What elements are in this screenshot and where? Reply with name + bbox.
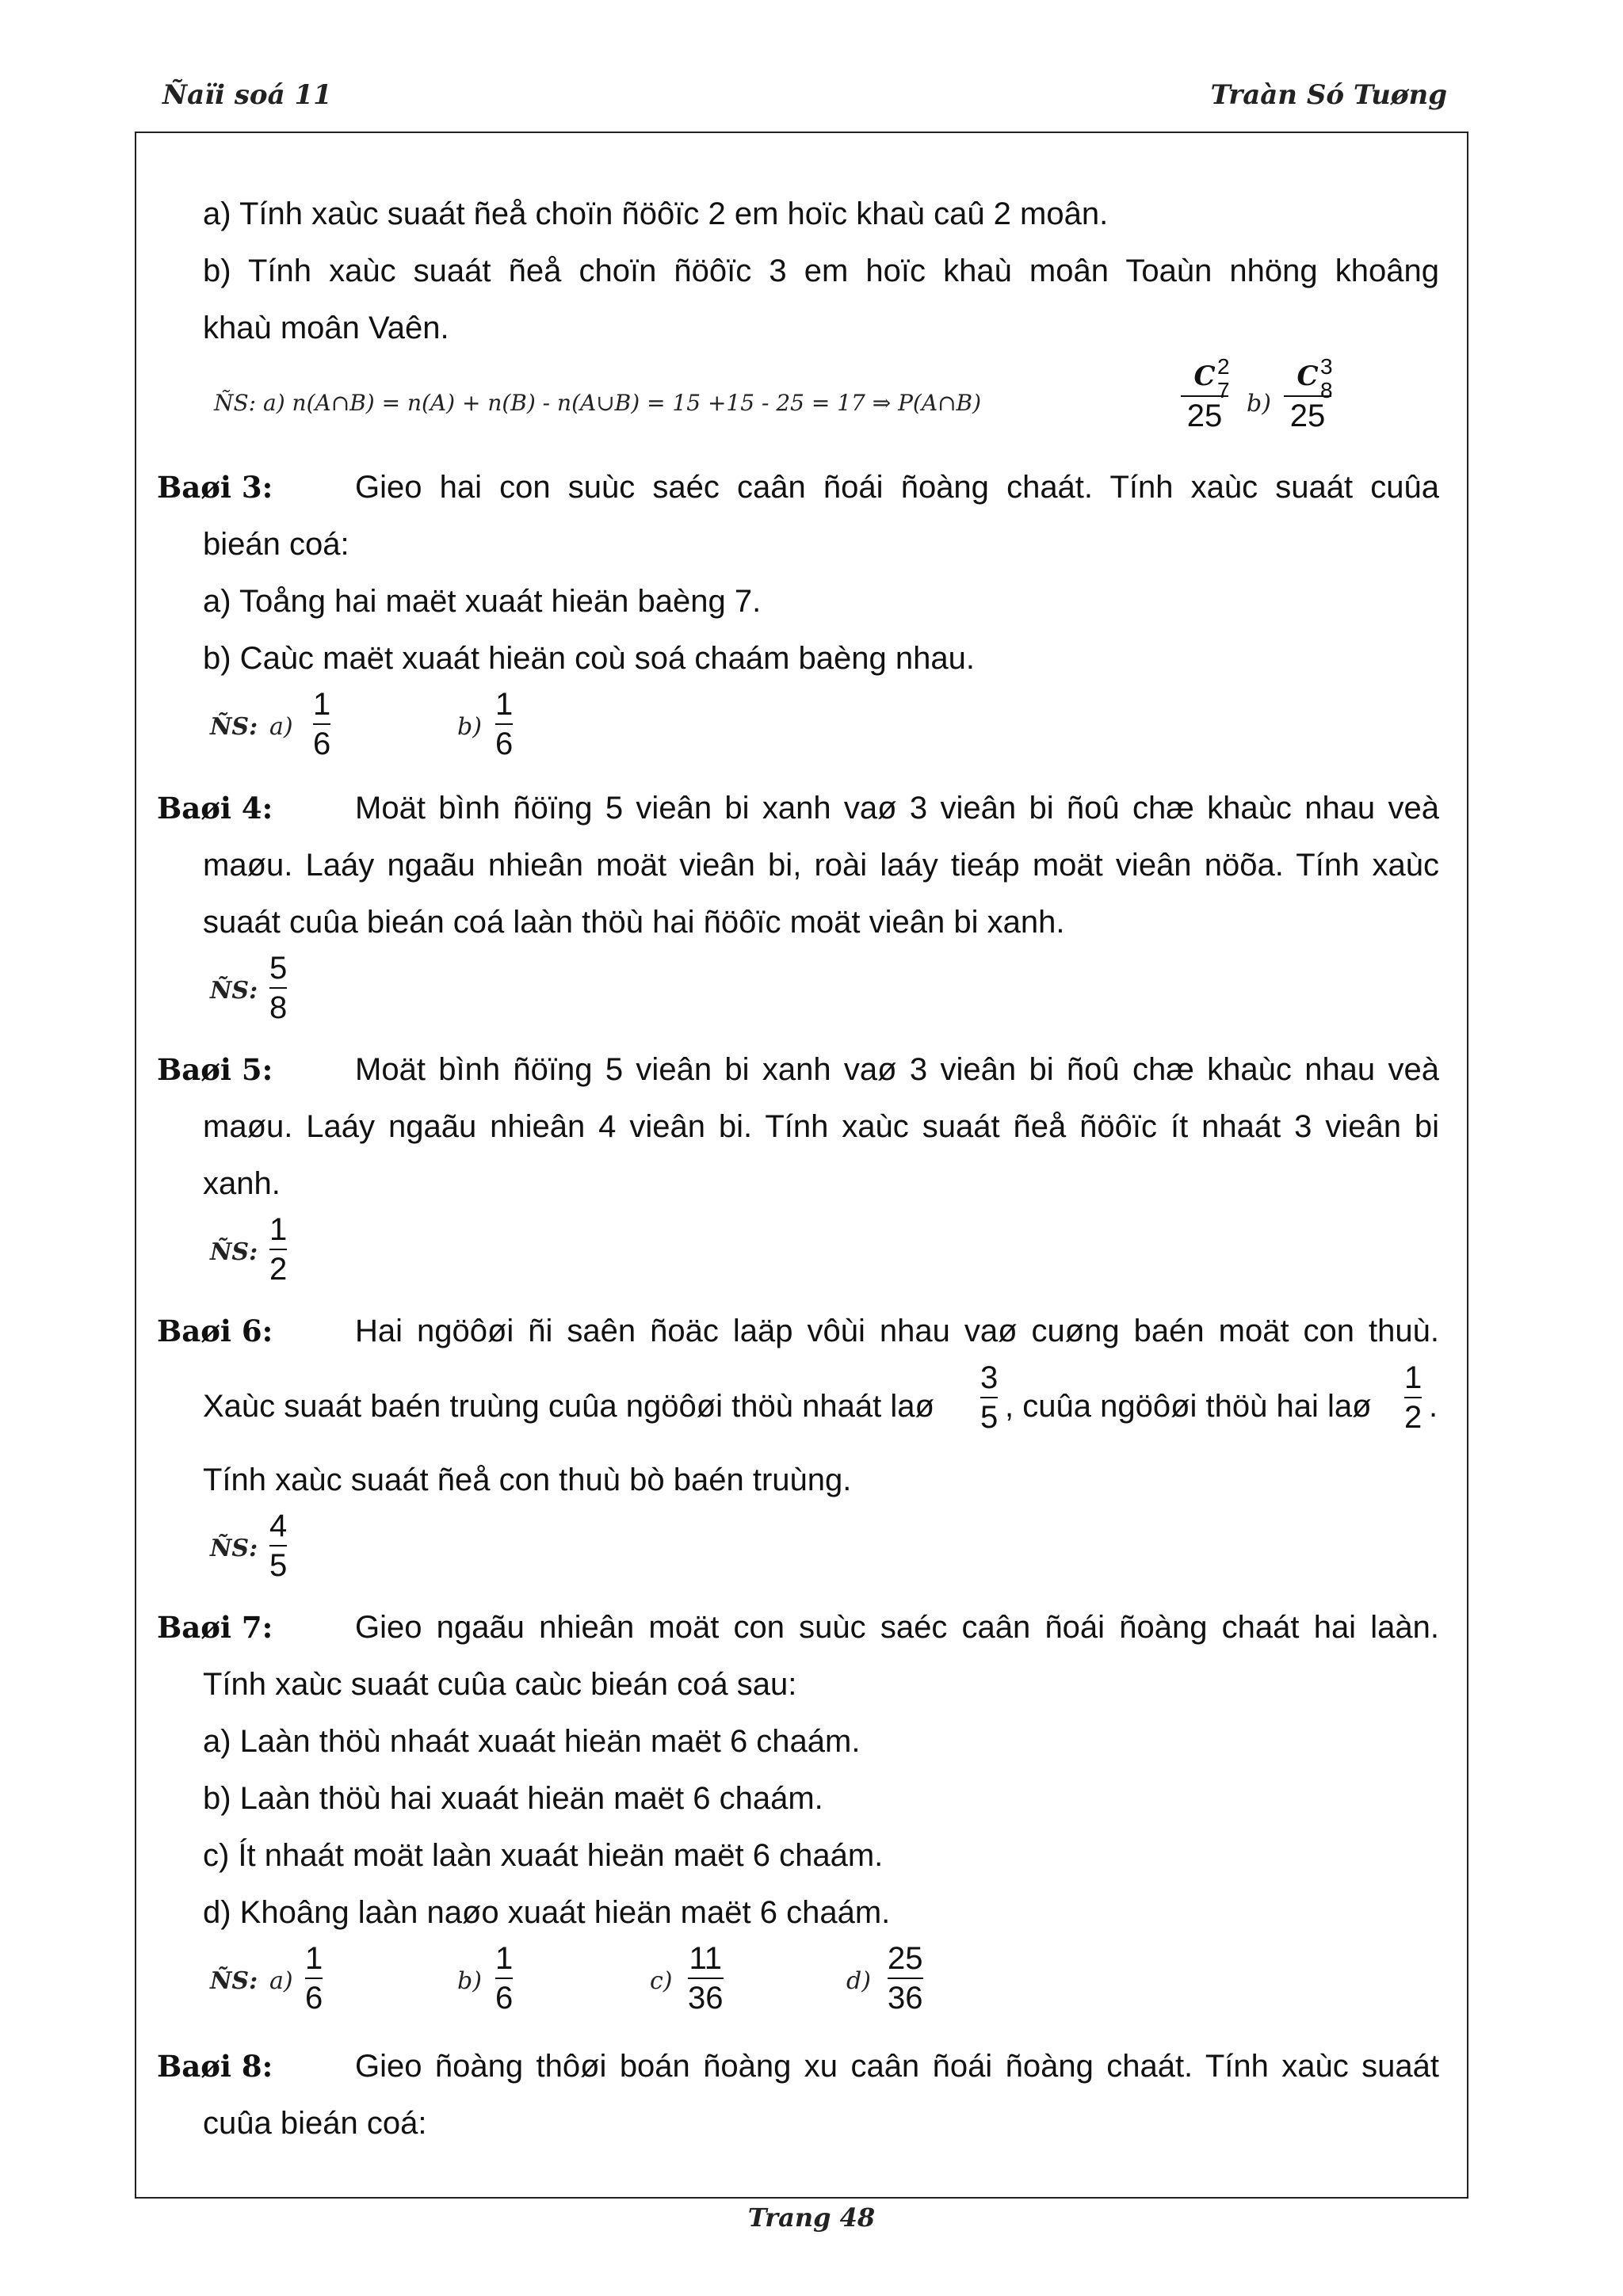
- comb-sup: 3: [1319, 354, 1333, 379]
- intro-item-a: a) Tính xaùc suaát ñeå choïn ñöôïc 2 em hoïc khaù caû 2 moân.: [203, 196, 1109, 231]
- denominator: 6: [313, 727, 331, 761]
- exercise-6-fraction-2: [1404, 1360, 1422, 1435]
- comb-letter: C: [1296, 360, 1319, 392]
- combination-fraction-1: [1181, 354, 1230, 433]
- exercise-3-line1: Gieo hai con suùc saéc caân ñoái ñoàng chaát. Tính xaùc suaát cuûa: [355, 470, 1439, 505]
- exercise-7-title: Baøi 7:: [157, 1610, 273, 1645]
- denominator: 2: [1404, 1400, 1423, 1435]
- exercise-5-answer-label: ÑS:: [210, 1238, 258, 1266]
- exercise-7-answer-b: [495, 1941, 513, 2016]
- numerator: 1: [313, 687, 331, 722]
- exercise-5-line3: xanh.: [203, 1166, 281, 1201]
- exercise-6-line2-part1: Xaùc suaát baén truùng cuûa ngöôøi thöù nhaát laø: [203, 1389, 934, 1424]
- exercise-7-item-b: b) Laàn thöù hai xuaát hieän maët 6 chaám.: [203, 1781, 823, 1816]
- exercise-5-title: Baøi 5:: [157, 1052, 273, 1087]
- exercise-7-item-c: c) Ít nhaát moät laàn xuaát hieän maët 6 chaám.: [203, 1838, 884, 1873]
- exercise-6-title: Baøi 6:: [157, 1314, 273, 1348]
- exercise-7-line1: Gieo ngaãu nhieân moät con suùc saéc caân ñoái ñoàng chaát hai laàn.: [355, 1610, 1439, 1645]
- formula-text: a) n(A∩B) = n(A) + n(B) - n(A∪B) = 15 +15 - 25 = 17 ⇒ P(A∩B): [263, 390, 982, 416]
- header-right: Traàn Só Tuøng: [1210, 79, 1447, 111]
- exercise-5-answer: [269, 1212, 287, 1287]
- numerator: 1: [305, 1941, 323, 1976]
- exercise-4-line3: suaát cuûa bieán coá laàn thöù hai ñöôïc moät vieân bi xanh.: [203, 905, 1065, 940]
- exercise-3-answer-label: ÑS:: [210, 713, 258, 741]
- comb-denominator: 25: [1186, 399, 1223, 433]
- exercise-6-fraction-1: [980, 1360, 998, 1435]
- numerator: 1: [495, 687, 514, 722]
- comb-sub: 7: [1216, 378, 1230, 402]
- denominator: 5: [269, 1548, 288, 1583]
- numerator: 1: [1404, 1360, 1423, 1395]
- exercise-7-b-label: b): [457, 1967, 482, 1995]
- comb-denominator: 25: [1289, 399, 1326, 433]
- intro-item-b-line2: khaù moân Vaên.: [203, 311, 449, 345]
- exercise-3-item-b: b) Caùc maët xuaát hieän coù soá chaám baèng nhau.: [203, 641, 975, 676]
- exercise-7-answer-c: [688, 1941, 724, 2016]
- exercise-3-item-a: a) Toång hai maët xuaát hieän baèng 7.: [203, 584, 762, 619]
- exercise-4-answer-label: ÑS:: [210, 977, 258, 1005]
- numerator: 1: [269, 1212, 288, 1247]
- exercise-4-title: Baøi 4:: [157, 791, 273, 826]
- exercise-6-answer: [269, 1508, 287, 1583]
- exercise-8-line1: Gieo ñoàng thôøi boán ñoàng xu caân ñoái ñoàng chaát. Tính xaùc suaát: [355, 2049, 1439, 2084]
- exercise-7-d-label: d): [846, 1967, 871, 1995]
- comb-letter: C: [1193, 360, 1216, 392]
- exercise-8-title: Baøi 8:: [157, 2049, 273, 2084]
- denominator: 8: [269, 990, 288, 1025]
- exercise-6-line2-end: .: [1429, 1389, 1438, 1424]
- exercise-4-answer: [269, 951, 287, 1025]
- comb-sub: 8: [1319, 378, 1333, 402]
- denominator: 2: [269, 1252, 288, 1287]
- page-number: Trang 48: [747, 2203, 876, 2233]
- numerator: 25: [888, 1941, 923, 1976]
- numerator: 4: [269, 1508, 288, 1543]
- exercise-4-line1: Moät bình ñöïng 5 vieân bi xanh vaø 3 vieân bi ñoû chæ khaùc nhau veà: [355, 791, 1439, 826]
- numerator: 3: [980, 1360, 999, 1395]
- header-left: Ñaïi soá 11: [162, 79, 332, 111]
- exercise-6-line2-part2: , cuûa ngöôøi thöù hai laø: [1005, 1389, 1372, 1424]
- exercise-3-b-label: b): [457, 713, 482, 741]
- numerator: 11: [689, 1941, 723, 1976]
- numerator: 5: [269, 951, 288, 986]
- denominator: 36: [888, 1981, 923, 2016]
- exercise-7-answer-d: [888, 1941, 923, 2016]
- exercise-6-line3: Tính xaùc suaát ñeå con thuù bò baén truùng.: [203, 1463, 852, 1497]
- denominator: 6: [495, 727, 514, 761]
- combination-fraction-2: [1284, 354, 1333, 433]
- intro-b-label: b): [1247, 390, 1271, 418]
- exercise-7-item-a: a) Laàn thöù nhaát xuaát hieän maët 6 chaám.: [203, 1724, 861, 1759]
- exercise-5-line2: maøu. Laáy ngaãu nhieân 4 vieân bi. Tính xaùc suaát ñeå ñöôïc ít nhaát 3 vieân bi: [203, 1109, 1439, 1144]
- intro-answer-formula: [214, 390, 981, 416]
- exercise-7-item-d: d) Khoâng laàn naøo xuaát hieän maët 6 chaám.: [203, 1895, 891, 1930]
- exercise-7-line2: Tính xaùc suaát cuûa caùc bieán coá sau:: [203, 1667, 797, 1702]
- exercise-3-a-label: a): [269, 713, 293, 741]
- exercise-3-line2: bieán coá:: [203, 527, 349, 562]
- denominator: 6: [305, 1981, 323, 2016]
- denominator: 5: [980, 1400, 999, 1435]
- comb-sup: 2: [1216, 354, 1230, 379]
- exercise-7-answer-a: [305, 1941, 323, 2016]
- exercise-3-answer-b: [495, 687, 513, 761]
- exercise-5-line1: Moät bình ñöïng 5 vieân bi xanh vaø 3 vieân bi ñoû chæ khaùc nhau veà: [355, 1052, 1439, 1087]
- exercise-7-answer-label: ÑS:: [210, 1967, 258, 1995]
- exercise-7-a-label: a): [269, 1967, 293, 1995]
- exercise-6-line1: Hai ngöôøi ñi saên ñoäc laäp vôùi nhau vaø cuøng baén moät con thuù.: [355, 1314, 1439, 1348]
- exercise-3-answer-a: [313, 687, 330, 761]
- numerator: 1: [495, 1941, 514, 1976]
- exercise-4-line2: maøu. Laáy ngaãu nhieân moät vieân bi, roài laáy tieáp moät vieân nöõa. Tính xaùc: [203, 848, 1439, 883]
- answer-label: ÑS:: [214, 390, 257, 416]
- denominator: 6: [495, 1981, 514, 2016]
- exercise-8-line2: cuûa bieán coá:: [203, 2106, 427, 2141]
- exercise-3-title: Baøi 3:: [157, 470, 273, 505]
- denominator: 36: [688, 1981, 724, 2016]
- exercise-7-c-label: c): [650, 1967, 673, 1995]
- intro-item-b-line1: b) Tính xaùc suaát ñeå choïn ñöôïc 3 em hoïc khaù moân Toaùn nhöng khoâng: [203, 254, 1439, 288]
- exercise-6-answer-label: ÑS:: [210, 1535, 258, 1562]
